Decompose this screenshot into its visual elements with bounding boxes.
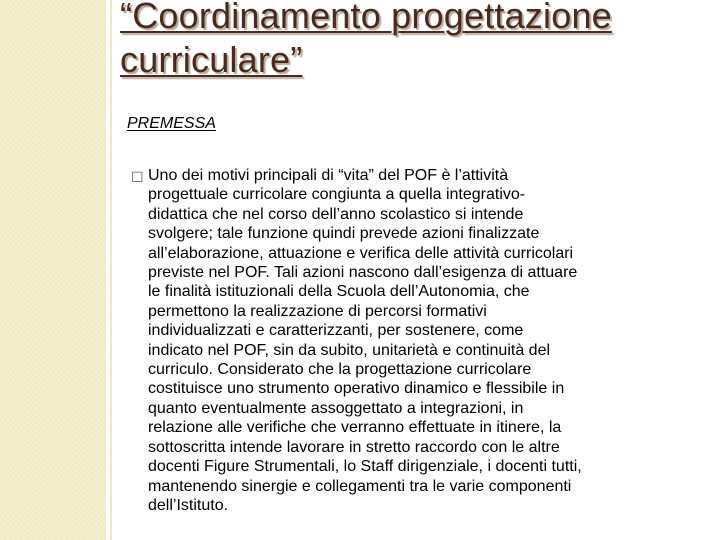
bullet-text-line: previste nel POF. Tali azioni nascono dall’esigenza di attuare: [148, 264, 578, 282]
bullet-text-line: quanto eventualmente assoggettato a integrazioni, in: [148, 399, 524, 417]
bullet-text-line: didattica che nel corso dell’anno scolastico si intende: [148, 205, 524, 223]
bullet-text-line: progettuale curricolare congiunta a quella integrativo-: [148, 186, 526, 204]
bullet-text-line: Uno dei motivi principali di “vita” del POF è l’attività: [148, 167, 509, 184]
bullet-text-line: indicato nel POF, sin da subito, unitarietà e continuità del: [148, 341, 551, 359]
side-decorative-panel: [0, 0, 106, 540]
section-heading: PREMESSA: [127, 115, 216, 132]
bullet-text-line: sottoscritta intende lavorare in stretto raccordo con le altre: [148, 438, 560, 456]
bullet-text-line: permettono la realizzazione di percorsi formativi: [148, 302, 487, 320]
bullet-text-line: le finalità istituzionali della Scuola dell’Autonomia, che: [148, 283, 530, 301]
bullet-text-line: individualizzati e caratterizzanti, per sostenere, come: [148, 322, 524, 340]
bullet-text-line: curriculo. Considerato che la progettazione curricolare: [148, 361, 532, 379]
bullet-paragraph: [148, 166, 701, 515]
bullet-text-line: dell’Istituto.: [148, 496, 229, 514]
slide-title: [120, 0, 710, 82]
bullet-text-line: docenti Figure Strumentali, lo Staff dirigenziale, i docenti tutti,: [148, 458, 582, 476]
bullet-text-line: relazione alle verifiche che verranno effettuate in itinere, la: [148, 419, 562, 437]
bullet-text-line: svolgere; tale funzione quindi prevede azioni finalizzate: [148, 225, 540, 243]
bullet-text-line: all’elaborazione, attuazione e verifica delle attività curricolari: [148, 244, 574, 262]
side-divider: [110, 0, 112, 540]
ballot-box-icon: ☐: [131, 169, 144, 185]
slide-title-line: curriculare”: [120, 39, 303, 80]
bullet-text-line: costituisce uno strumento operativo dinamico e flessibile in: [148, 380, 565, 398]
slide-title-line: “Coordinamento progettazione: [120, 0, 612, 36]
bullet-text-line: mantenendo sinergie e collegamenti tra le varie componenti: [148, 477, 572, 495]
bullet-item: [131, 166, 701, 516]
